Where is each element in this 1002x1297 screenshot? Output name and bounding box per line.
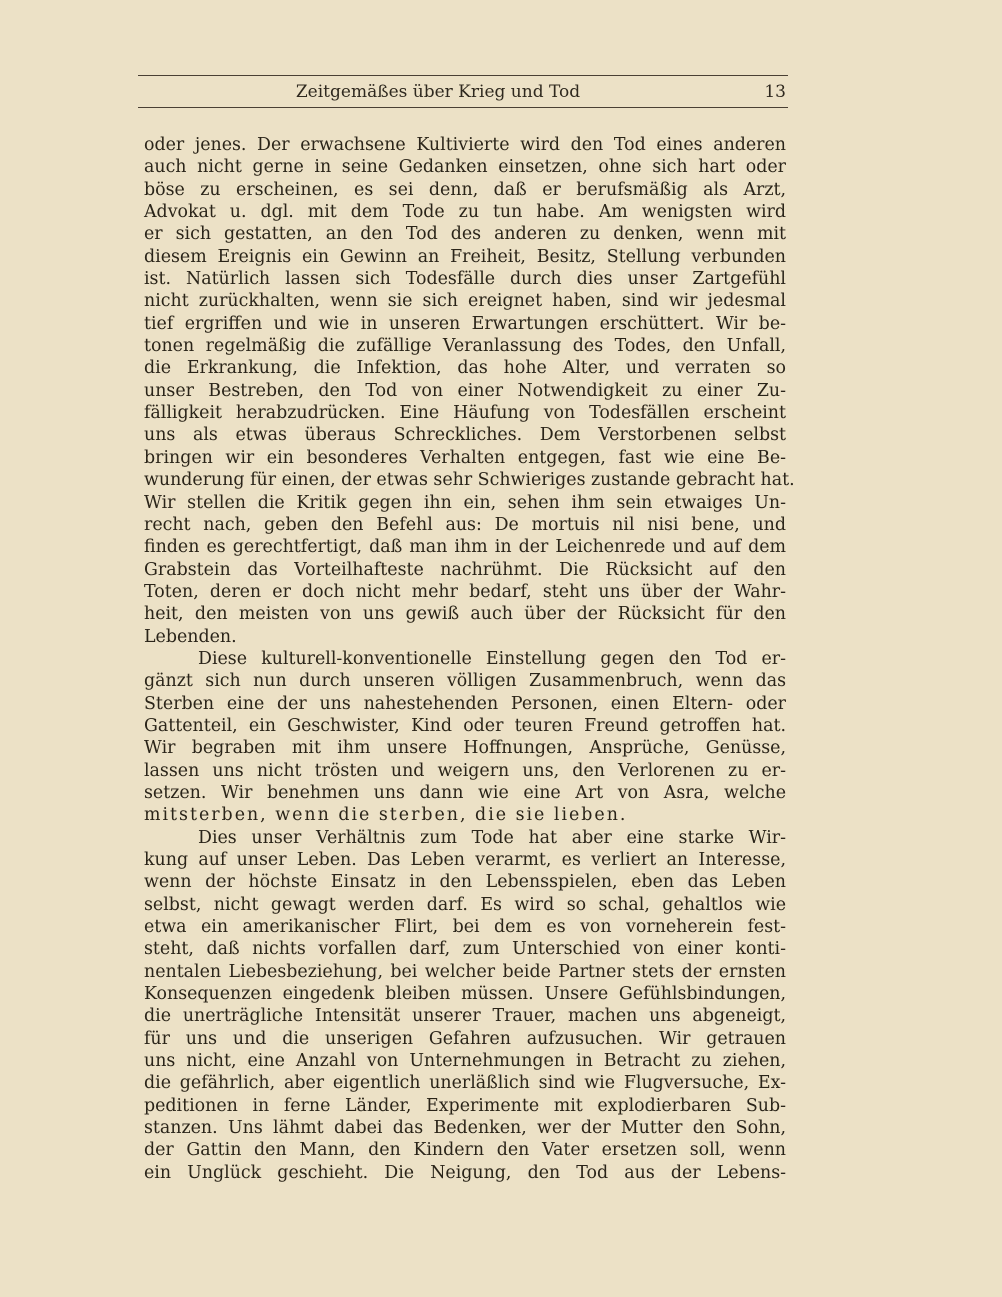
- text-line: wenn der höchste Einsatz in den Lebensspielen, eben das Leben: [144, 872, 786, 893]
- text-line: ist. Natürlich lassen sich Todesfälle durch dies unser Zartgefühl: [144, 269, 786, 290]
- text-line: Lebenden.: [144, 626, 237, 647]
- text-line: recht nach, geben den Befehl aus: De mortuis nil nisi bene, und: [144, 514, 786, 535]
- text-line: finden es gerechtfertigt, daß man ihm in der Leichenrede und auf dem: [144, 537, 786, 558]
- text-line: die gefährlich, aber eigentlich unerläßlich sind wie Flugversuche, Ex-: [144, 1073, 786, 1094]
- text-line: etwa ein amerikanischer Flirt, bei dem es von vorneherein fest-: [144, 917, 786, 938]
- header-bottom-rule: [138, 107, 788, 108]
- text-line: Toten, deren er doch nicht mehr bedarf, steht uns über der Wahr-: [144, 581, 786, 602]
- text-line: kung auf unser Leben. Das Leben verarmt, es verliert an Interesse,: [144, 850, 786, 870]
- text-line: er sich gestatten, an den Tod des anderen zu denken, wenn mit: [144, 224, 786, 245]
- running-title: Zeitgemäßes über Krieg und Tod: [295, 82, 581, 102]
- text-line: unser Bestreben, den Tod von einer Notwendigkeit zu einer Zu-: [144, 380, 786, 401]
- text-line: uns nicht, eine Anzahl von Unternehmungen in Betracht zu ziehen,: [144, 1051, 786, 1072]
- text-line: tief ergriffen und wie in unseren Erwartungen erschüttert. Wir be-: [144, 313, 786, 334]
- header-top-rule: [138, 75, 788, 76]
- text-line: Dies unser Verhältnis zum Tode hat aber eine starke Wir-: [198, 827, 786, 848]
- text-line: der Gattin den Mann, den Kindern den Vater ersetzen soll, wenn: [144, 1140, 786, 1161]
- text-line: ein Unglück geschieht. Die Neigung, den Tod aus der Lebens-: [144, 1162, 786, 1183]
- text-line: Diese kulturell-konventionelle Einstellung gegen den Tod er-: [198, 648, 786, 669]
- text-line: uns als etwas überaus Schreckliches. Dem Verstorbenen selbst: [144, 425, 786, 446]
- text-line: Konsequenzen eingedenk bleiben müssen. Unsere Gefühlsbindungen,: [144, 984, 786, 1005]
- text-line: bringen wir ein besonderes Verhalten entgegen, fast wie eine Be-: [144, 447, 786, 468]
- text-line: Advokat u. dgl. mit dem Tode zu tun habe. Am wenigsten wird: [144, 202, 786, 223]
- text-line: lassen uns nicht trösten und weigern uns, den Verlorenen zu er-: [144, 760, 786, 781]
- text-line: gänzt sich nun durch unseren völligen Zusammenbruch, wenn das: [144, 671, 786, 692]
- text-line: setzen. Wir benehmen uns dann wie eine Art von Asra, welche: [144, 782, 786, 803]
- page-number: 13: [764, 82, 786, 102]
- text-line: mitsterben, wenn die sterben, die sie lieben.: [144, 805, 628, 826]
- text-line: tonen regelmäßig die zufällige Veranlassung des Todes, den Unfall,: [144, 336, 786, 357]
- text-line: Sterben eine der uns nahestehenden Personen, einen Eltern- oder: [144, 693, 786, 714]
- text-line: wunderung für einen, der etwas sehr Schwieriges zustande gebracht hat.: [144, 470, 795, 491]
- text-line: die unerträgliche Intensität unserer Trauer, machen uns abgeneigt,: [144, 1006, 786, 1027]
- text-line: heit, den meisten von uns gewiß auch über der Rücksicht für den: [144, 604, 786, 625]
- text-line: nicht zurückhalten, wenn sie sich ereignet haben, sind wir jedesmal: [144, 291, 786, 312]
- text-line: nentalen Liebesbeziehung, bei welcher beide Partner stets der ernsten: [144, 961, 786, 982]
- body-text: [144, 134, 795, 1184]
- text-line: stanzen. Uns lähmt dabei das Bedenken, wer der Mutter den Sohn,: [144, 1118, 786, 1139]
- text-line: oder jenes. Der erwachsene Kultivierte wird den Tod eines anderen: [144, 135, 786, 155]
- text-line: fälligkeit herabzudrücken. Eine Häufung von Todesfällen erscheint: [144, 403, 786, 424]
- text-line: steht, daß nichts vorfallen darf, zum Unterschied von einer konti-: [144, 939, 786, 960]
- text-line: peditionen in ferne Länder, Experimente mit explodierbaren Sub-: [144, 1095, 786, 1116]
- text-line: Wir stellen die Kritik gegen ihn ein, sehen ihm sein etwaiges Un-: [144, 492, 786, 513]
- text-line: böse zu erscheinen, es sei denn, daß er berufsmäßig als Arzt,: [144, 179, 786, 200]
- text-line: diesem Ereignis ein Gewinn an Freiheit, Besitz, Stellung verbunden: [144, 246, 786, 267]
- text-line: die Erkrankung, die Infektion, das hohe Alter, und verraten so: [144, 358, 786, 379]
- text-line: Wir begraben mit ihm unsere Hoffnungen, Ansprüche, Genüsse,: [144, 738, 786, 759]
- text-line: selbst, nicht gewagt werden darf. Es wird so schal, gehaltlos wie: [144, 894, 786, 915]
- text-line: auch nicht gerne in seine Gedanken einsetzen, ohne sich hart oder: [144, 157, 786, 178]
- text-line: Grabstein das Vorteilhafteste nachrühmt. Die Rücksicht auf den: [144, 559, 786, 580]
- text-line: für uns und die unserigen Gefahren aufzusuchen. Wir getrauen: [144, 1028, 786, 1049]
- text-line: Gattenteil, ein Geschwister, Kind oder teuren Freund getroffen hat.: [144, 715, 786, 736]
